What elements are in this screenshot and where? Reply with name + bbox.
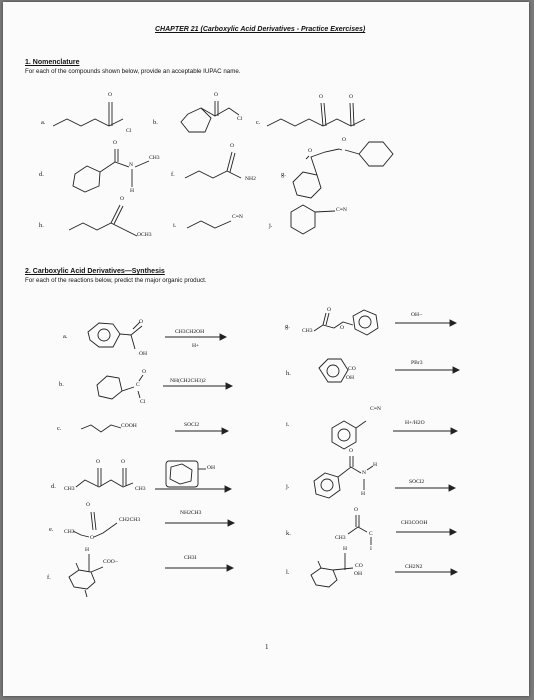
- reagent-c: SOCl2: [184, 422, 200, 428]
- atom-1g-o1: O: [308, 148, 313, 154]
- atom-1g-o2: O: [342, 137, 347, 143]
- atom-2h-co: CO: [348, 366, 356, 372]
- atom-2j-h2: H: [361, 491, 366, 497]
- section2-instructions: For each of the reactions below, predict the major organic product.: [25, 277, 207, 284]
- atom-1d-n: N: [129, 162, 134, 168]
- atom-2l-oh: OH: [354, 571, 363, 577]
- atom-2f-coo: COO−: [103, 559, 118, 565]
- label-2l: l.: [286, 569, 290, 576]
- atom-2c-cooh: COOH: [121, 423, 137, 429]
- atom-2b-o: O: [142, 369, 147, 375]
- atom-2l-co: CO: [355, 563, 363, 569]
- atom-2h-oh: OH: [346, 375, 355, 381]
- atom-1a-o: O: [108, 92, 113, 98]
- atom-1b-cl: Cl: [237, 116, 243, 122]
- atom-2j-h1: H: [373, 462, 378, 468]
- label-1j: j.: [269, 222, 273, 229]
- section2-heading: 2. Carboxylic Acid Derivatives—Synthesis: [25, 268, 165, 275]
- arrowheads: [3, 2, 529, 696]
- atom-1b-o: O: [214, 92, 219, 98]
- reagent-f: CH3I: [184, 555, 197, 561]
- atom-2k-c: C: [369, 531, 373, 537]
- label-1b: b.: [153, 119, 158, 126]
- label-1i: i.: [173, 222, 177, 229]
- label-2e: e.: [49, 526, 54, 533]
- atom-2j-n: N: [362, 470, 367, 476]
- atom-2k-i: I: [370, 546, 372, 552]
- label-2k: k.: [286, 530, 291, 537]
- atom-2f-h: H: [85, 547, 90, 553]
- atom-1a-cl: Cl: [126, 128, 132, 134]
- reagent-k: CH3COOH: [401, 520, 428, 526]
- atom-2e-ch3: CH3: [64, 529, 75, 535]
- atom-2a-o: O: [139, 319, 144, 325]
- label-2c: c.: [57, 425, 62, 432]
- label-2h: h.: [286, 370, 291, 377]
- atom-2k-o: O: [354, 507, 359, 513]
- atom-2b-cl: Cl: [140, 399, 146, 405]
- atom-1f-o: O: [230, 143, 235, 149]
- atom-1h-och3: OCH3: [137, 232, 152, 238]
- reagent-g: OH−: [411, 312, 423, 318]
- atom-1c-o2: O: [349, 94, 354, 100]
- atom-1d-o: O: [113, 140, 118, 146]
- label-1d: d.: [39, 171, 44, 178]
- atom-2i-cn: C≡N: [370, 406, 381, 412]
- atom-1j-cn: C≡N: [336, 207, 347, 213]
- reagent-j: SOCl2: [409, 479, 425, 485]
- atom-2e-oat: O: [90, 535, 95, 541]
- reagent-b: NH(CH2CH3)2: [170, 378, 206, 384]
- reagent-h: PBr3: [411, 360, 423, 366]
- atom-2e-o: O: [86, 502, 91, 508]
- atom-1h-o: O: [120, 196, 125, 202]
- atom-2k-ch3: CH3: [335, 535, 346, 541]
- atom-2g-o: O: [327, 307, 332, 313]
- reagent-a-sub: H+: [192, 343, 200, 349]
- atom-2d-ch3b: CH3: [135, 486, 146, 492]
- label-1h: h.: [39, 222, 44, 229]
- atom-2d-ch3a: CH3: [64, 486, 75, 492]
- label-1c: c.: [256, 119, 261, 126]
- atom-2l-h: H: [343, 546, 348, 552]
- label-2j: j.: [286, 483, 290, 490]
- atom-2g-o2: O: [340, 325, 345, 331]
- atom-2b-c: C: [136, 382, 140, 388]
- label-2f: f.: [47, 574, 51, 581]
- label-2i: i.: [286, 421, 290, 428]
- section1-instructions: For each of the compounds shown below, provide an acceptable IUPAC name.: [25, 68, 241, 75]
- reagent-a: CH3CH2OH: [175, 329, 205, 335]
- section1-heading: 1. Nomenclature: [25, 59, 80, 66]
- atom-2g-ch3: CH3: [302, 328, 313, 334]
- label-1a: a.: [41, 119, 46, 126]
- reagent-i: H+/H2O: [405, 420, 425, 426]
- label-1f: f.: [171, 171, 175, 178]
- label-2a: a.: [63, 333, 68, 340]
- atom-1d-h: H: [130, 188, 135, 194]
- page-number: 1: [265, 643, 269, 651]
- page-title: CHAPTER 21 (Carboxylic Acid Derivatives - Practice Exercises): [155, 26, 366, 33]
- label-2g: g.: [285, 323, 290, 330]
- atom-2d-o2: O: [121, 459, 126, 465]
- atom-1i-cn: C≡N: [232, 214, 243, 220]
- atom-1c-o1: O: [319, 94, 324, 100]
- label-2b: b.: [59, 381, 64, 388]
- label-1g: g.: [281, 171, 286, 178]
- reagent-l: CH2N2: [405, 564, 423, 570]
- worksheet-page: [3, 2, 529, 696]
- atom-2d-o1: O: [96, 459, 101, 465]
- atom-1f-nh2: NH2: [245, 176, 256, 182]
- atom-2d-oh: OH: [207, 465, 216, 471]
- label-2d: d.: [51, 483, 56, 490]
- atom-1d-ch3: CH3: [149, 155, 160, 161]
- atom-2a-oh: OH: [139, 351, 148, 357]
- reagent-e: NH2CH3: [180, 510, 202, 516]
- atom-2e-ch2ch3: CH2CH3: [119, 517, 141, 523]
- atom-2j-o: O: [349, 448, 354, 454]
